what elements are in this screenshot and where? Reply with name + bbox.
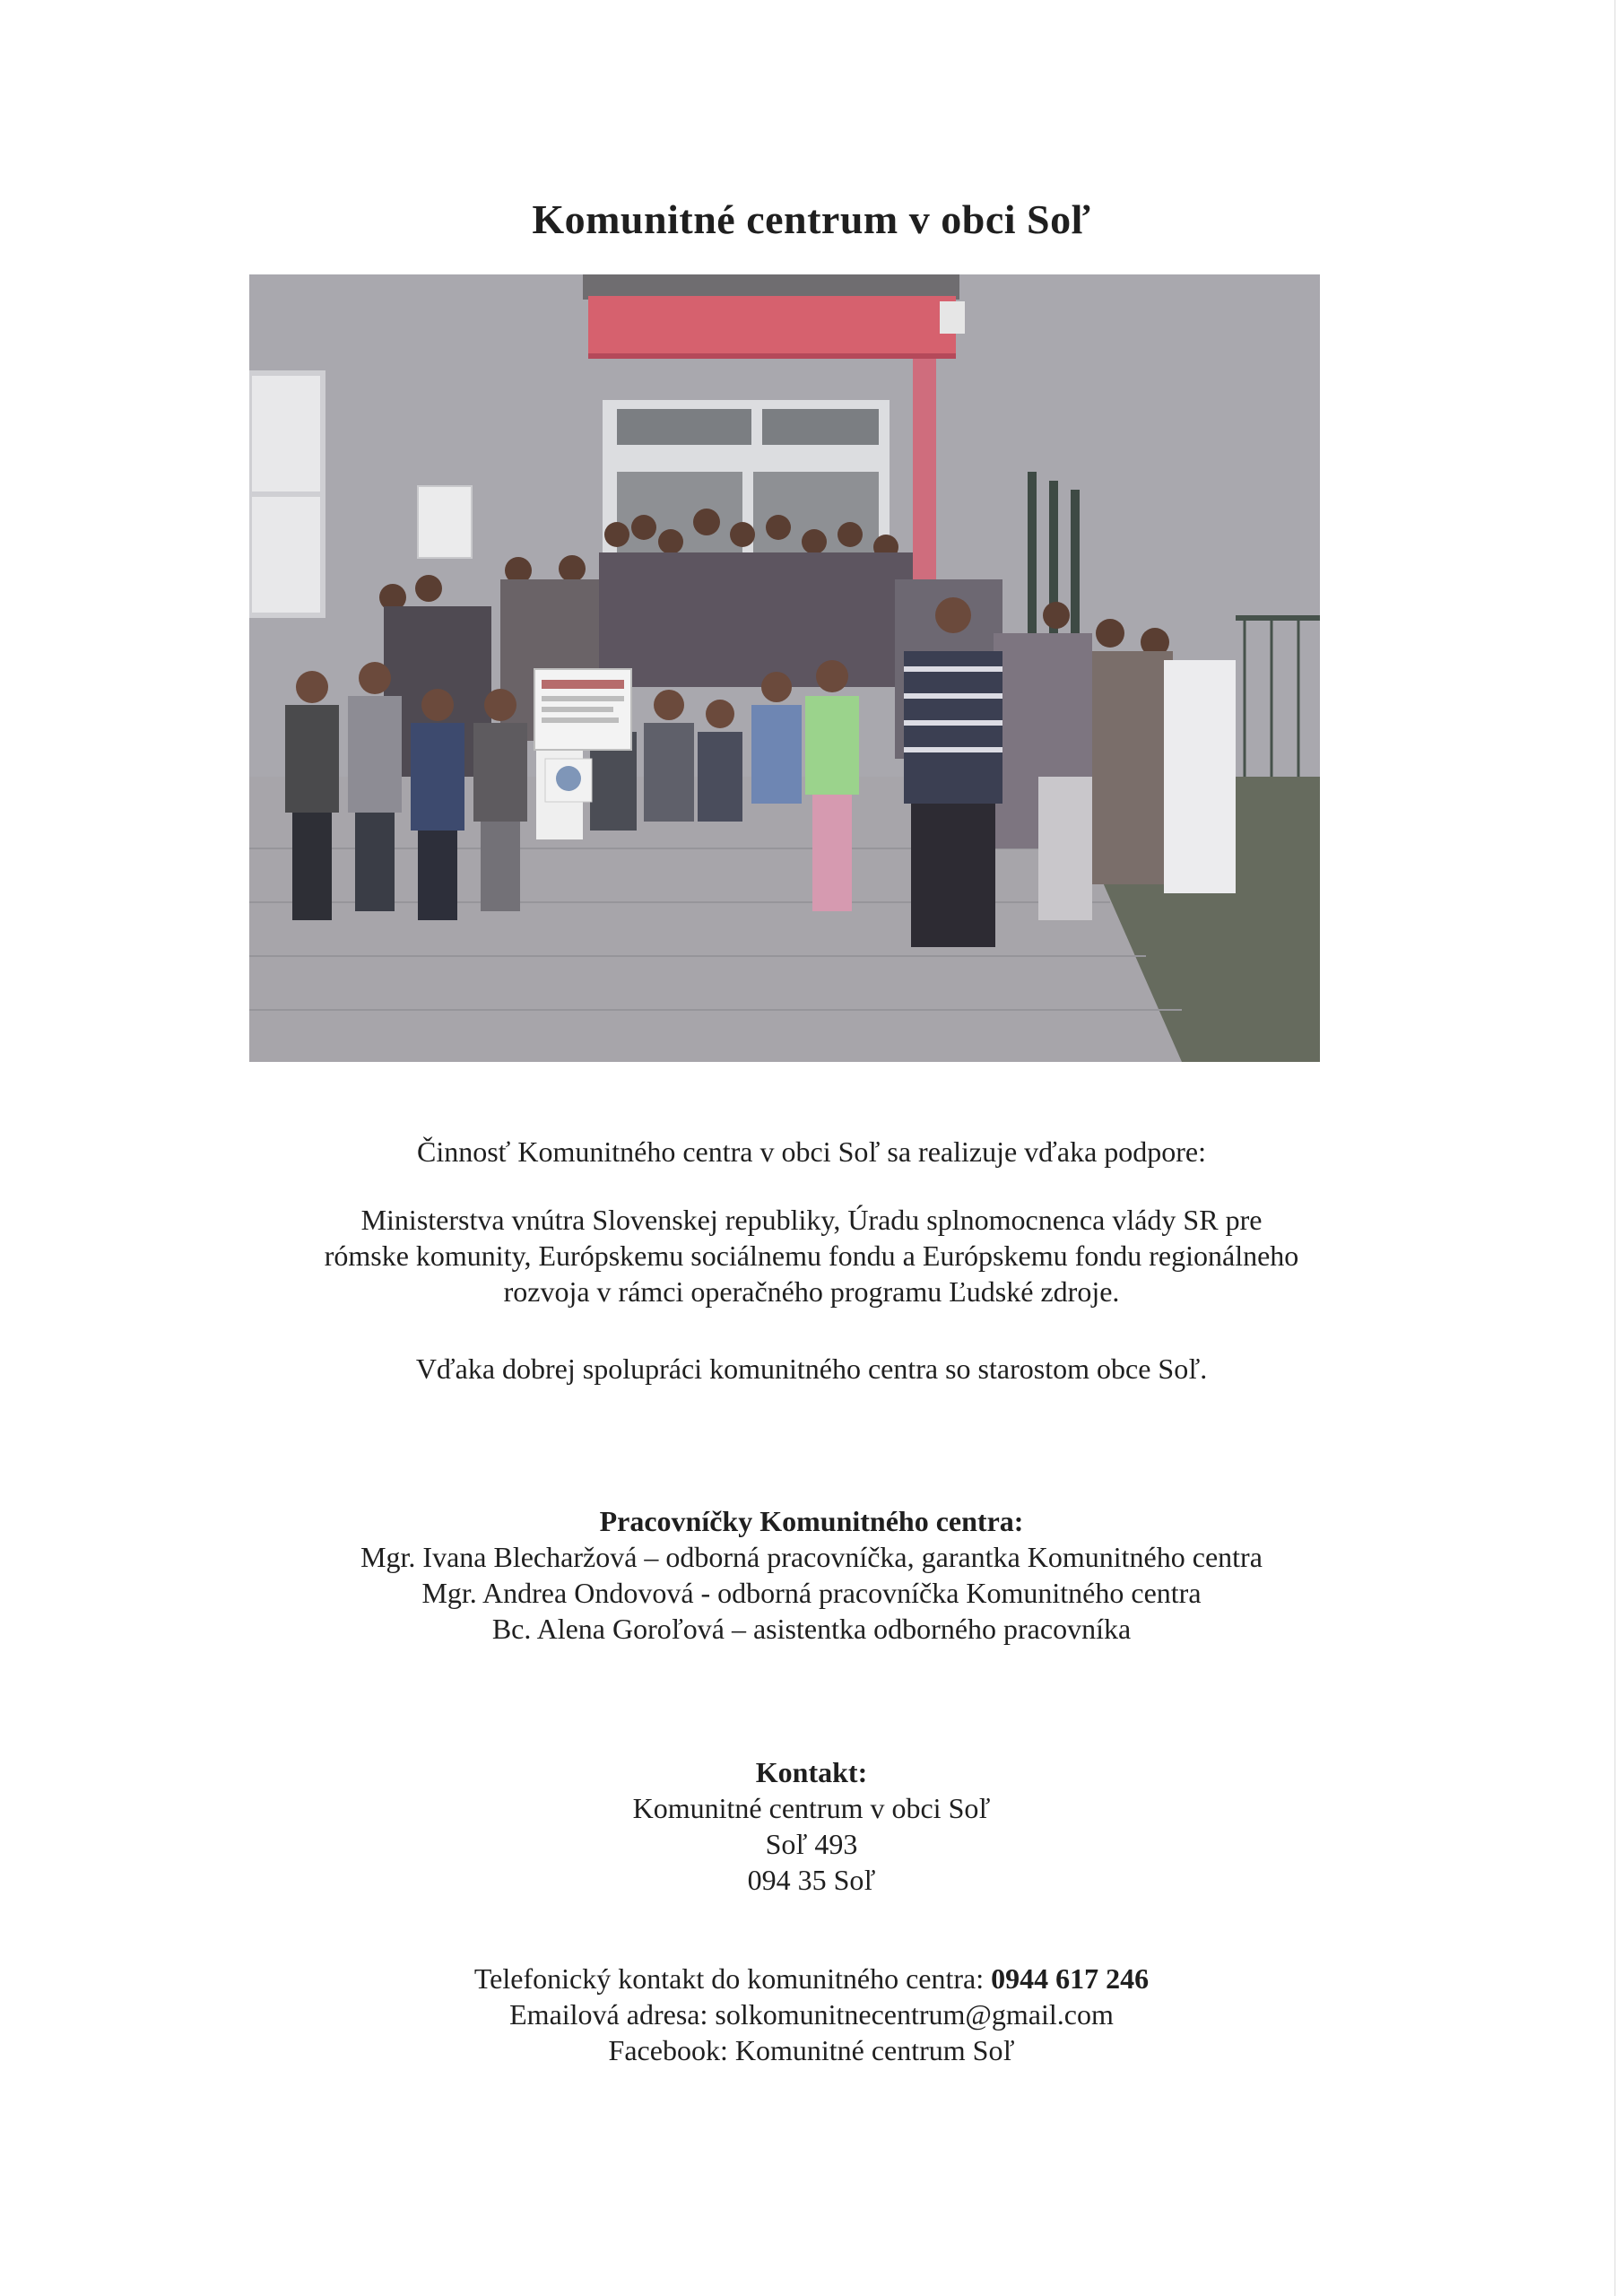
- contact-address-line: Soľ 493: [765, 1828, 858, 1860]
- email-line: Emailová adresa: solkomunitnecentrum@gmail.com: [509, 1998, 1114, 2031]
- page-title: Komunitné centrum v obci Soľ: [532, 196, 1091, 242]
- phone-line: [0, 1961, 1623, 1996]
- thanks-line: Vďaka dobrej spolupráci komunitného centra so starostom obce Soľ.: [415, 1352, 1208, 1385]
- support-body-line: rómske komunity, Európskemu sociálnemu fondu a Európskemu fondu regionálneho: [324, 1239, 1299, 1272]
- contact-address-line: Komunitné centrum v obci Soľ: [632, 1792, 991, 1824]
- support-intro-block: [0, 1134, 1623, 1170]
- thanks-block: [0, 1351, 1623, 1387]
- staff-member: Mgr. Ivana Blecharžová – odborná pracovníčka, garantka Komunitného centra: [360, 1541, 1263, 1573]
- support-body-line: rozvoja v rámci operačného programu Ľudské zdroje.: [503, 1275, 1120, 1308]
- staff-block: [0, 1503, 1623, 1647]
- support-body-line: Ministerstva vnútra Slovenskej republiky, Úradu splnomocnenca vlády SR pre: [360, 1204, 1263, 1236]
- contact-details-block: [0, 1961, 1623, 2068]
- support-intro: Činnosť Komunitného centra v obci Soľ sa realizuje vďaka podpore:: [416, 1135, 1207, 1168]
- facebook-line: Facebook: Komunitné centrum Soľ: [608, 2034, 1015, 2066]
- phone-number: 0944 617 246: [991, 1962, 1150, 1995]
- contact-address-line: 094 35 Soľ: [747, 1864, 876, 1896]
- group-photo: [249, 274, 1320, 1062]
- staff-member: Mgr. Andrea Ondovová - odborná pracovníčka Komunitného centra: [421, 1577, 1202, 1609]
- phone-label: Telefonický kontakt do komunitného centra:: [473, 1962, 992, 1995]
- contact-heading: Kontakt:: [755, 1756, 868, 1788]
- staff-heading: Pracovníčky Komunitného centra:: [599, 1505, 1024, 1537]
- group-photo-illustration: [249, 274, 1320, 1062]
- support-body-block: [0, 1202, 1623, 1309]
- contact-block: [0, 1754, 1623, 1898]
- staff-member: Bc. Alena Goroľová – asistentka odborného pracovníka: [491, 1613, 1132, 1645]
